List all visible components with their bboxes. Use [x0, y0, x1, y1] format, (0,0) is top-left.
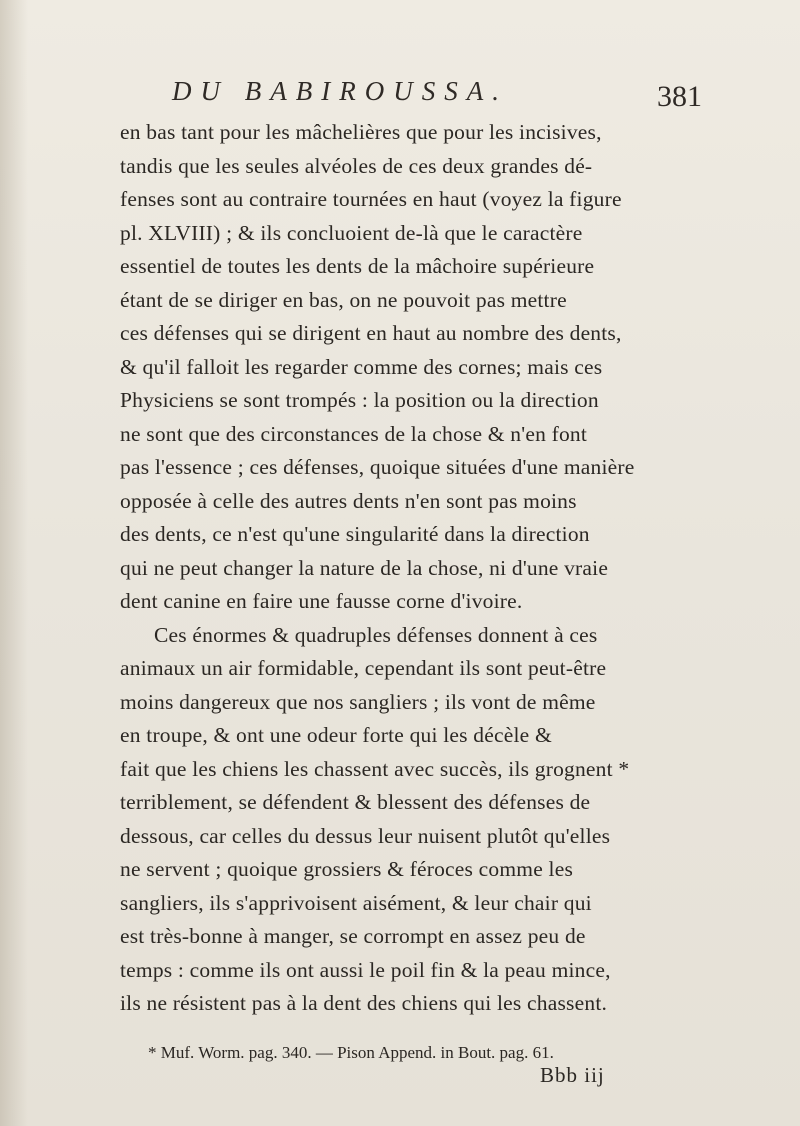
page-number: 381: [657, 80, 702, 113]
text-line: animaux un air formidable, cependant ils sont peut-être: [120, 656, 607, 680]
main-text: [120, 116, 720, 1021]
page-gutter-shadow: [0, 0, 28, 1126]
text-line: est très-bonne à manger, se corrompt en assez peu de: [120, 924, 586, 948]
text-line: & qu'il falloit les regarder comme des cornes; mais ces: [120, 354, 603, 379]
running-header: [172, 76, 702, 113]
text-line: en troupe, & ont une odeur forte qui les décèle &: [120, 723, 552, 747]
text-line: moins dangereux que nos sangliers ; ils vont de même: [120, 689, 596, 714]
text-line: temps : comme ils ont aussi le poil fin & la peau mince,: [120, 957, 611, 982]
text-line: étant de se diriger en bas, on ne pouvoit pas mettre: [120, 287, 567, 312]
text-line: en bas tant pour les mâchelières que pour les incisives,: [120, 120, 602, 144]
footnote: * Muf. Worm. pag. 340. — Pison Append. in Bout. pag. 61.: [148, 1043, 554, 1062]
text-line: ne servent ; quoique grossiers & féroces comme les: [120, 857, 574, 881]
text-line: pas l'essence ; ces défenses, quoique situées d'une manière: [120, 455, 635, 479]
paragraph-first-line: Ces énormes & quadruples défenses donnent à ces: [154, 622, 598, 647]
text-line: opposée à celle des autres dents n'en sont pas moins: [120, 488, 577, 513]
text-line: fenses sont au contraire tournées en haut (voyez la figure: [120, 187, 622, 211]
text-line: ne sont que des circonstances de la chose & n'en font: [120, 421, 588, 446]
running-title: DU BABIROUSSA.: [172, 76, 508, 106]
text-line: ils ne résistent pas à la dent des chiens qui les chassent.: [120, 991, 608, 1015]
text-line: des dents, ce n'est qu'une singularité dans la direction: [120, 522, 590, 546]
text-line: pl. XLVIII) ; & ils concluoient de-là que le caractère: [120, 220, 583, 245]
text-line: essentiel de toutes les dents de la mâchoire supérieure: [120, 254, 595, 278]
text-line: ces défenses qui se dirigent en haut au nombre des dents,: [120, 321, 622, 345]
text-line: terriblement, se défendent & blessent des défenses de: [120, 790, 591, 814]
text-line: qui ne peut changer la nature de la chose, ni d'une vraie: [120, 555, 609, 580]
text-line: dent canine en faire une fausse corne d'ivoire.: [120, 589, 523, 613]
text-line: sangliers, ils s'apprivoisent aisément, & leur chair qui: [120, 890, 592, 915]
text-line: Physiciens se sont trompés : la position ou la direction: [120, 388, 599, 412]
text-line: tandis que les seules alvéoles de ces deux grandes dé-: [120, 153, 593, 178]
signature-mark: Bbb iij: [540, 1063, 605, 1087]
text-line: fait que les chiens les chassent avec succès, ils grognent *: [120, 756, 630, 781]
text-line: dessous, car celles du dessus leur nuisent plutôt qu'elles: [120, 823, 611, 848]
